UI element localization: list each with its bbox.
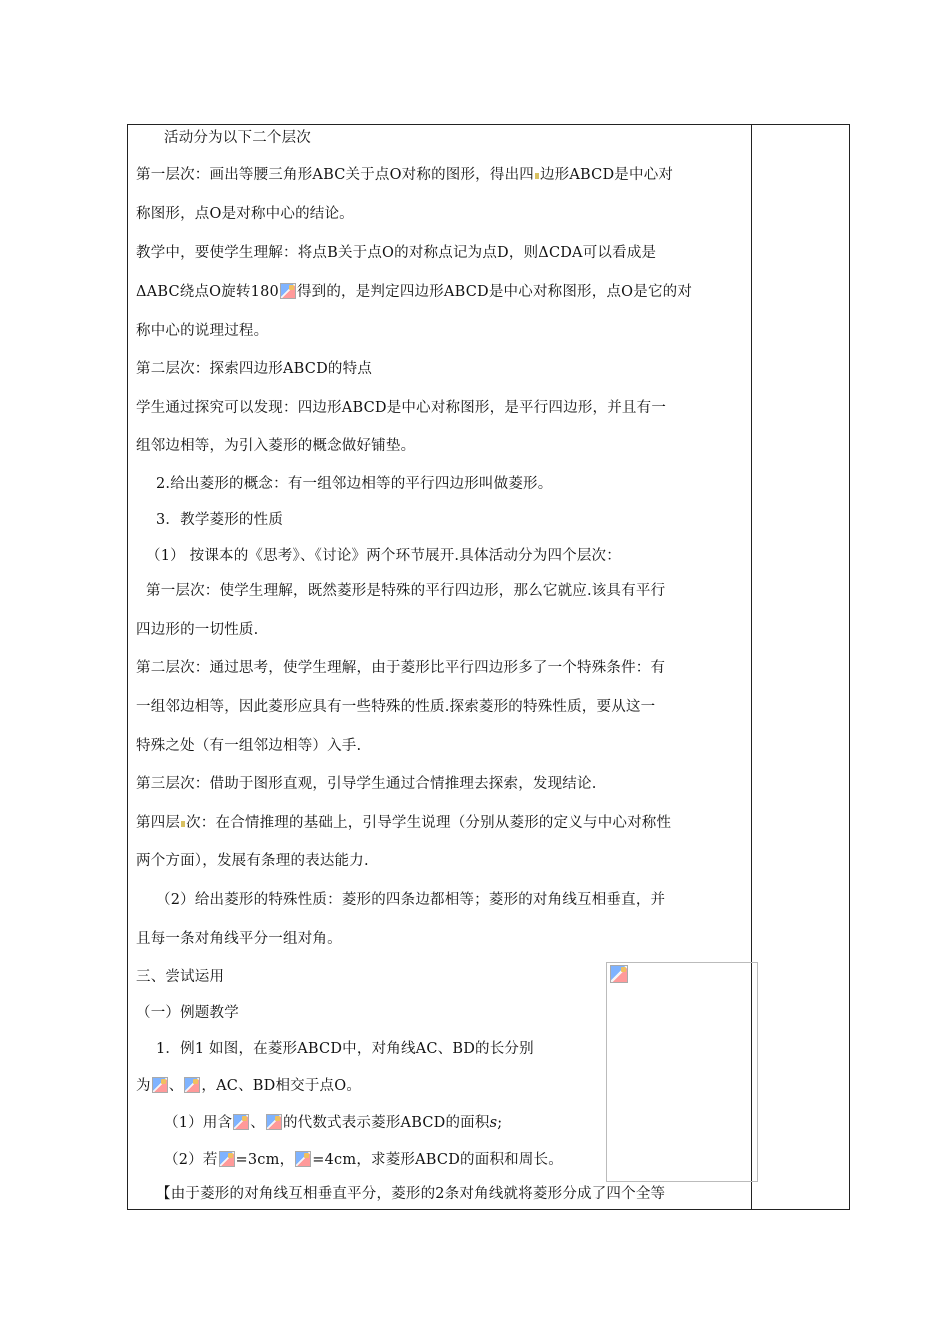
text-line: 学生通过探究可以发现：四边形ABCD是中心对称图形，是平行四边形，并且有一 — [136, 400, 667, 416]
text-line: 为 、 ，AC、BD相交于点O。 — [136, 1078, 362, 1094]
variable-a-image-icon — [152, 1077, 168, 1093]
variable-b-image-icon — [266, 1114, 282, 1130]
text-line: 一组邻边相等，因此菱形应具有一些特殊的性质.探索菱形的特殊性质，要从这一 — [136, 699, 656, 715]
caret-mark-icon — [535, 173, 539, 179]
variable-a-image-icon — [219, 1151, 235, 1167]
variable-a-image-icon — [233, 1114, 249, 1130]
text-line: （1）用含 、 的代数式表示菱形ABCD的面积s; — [164, 1115, 503, 1131]
text-line: （2）给出菱形的特殊性质：菱形的四条边都相等；菱形的对角线互相垂直，并 — [156, 892, 666, 908]
section-heading: 三、尝试运用 — [136, 969, 225, 985]
text-line: 称图形，点O是对称中心的结论。 — [136, 206, 354, 222]
subsection-heading: （一）例题教学 — [136, 1005, 239, 1021]
text-line: 第二层次：探索四边形ABCD的特点 — [136, 361, 373, 377]
variable-b-image-icon — [184, 1077, 200, 1093]
text-line: 特殊之处（有一组邻边相等）入手. — [136, 738, 362, 754]
caret-mark-icon — [181, 821, 185, 827]
text-line: 3．教学菱形的性质 — [156, 512, 284, 528]
text-line: 【由于菱形的对角线互相垂直平分，菱形的2条对角线就将菱形分成了四个全等 — [156, 1186, 666, 1202]
variable-b-image-icon — [295, 1151, 311, 1167]
text-line: 两个方面），发展有条理的表达能力. — [136, 853, 369, 869]
broken-image-icon — [610, 965, 628, 983]
text-line: 且每一条对角线平分一组对角。 — [136, 931, 342, 947]
text-line: 第一层次：使学生理解，既然菱形是特殊的平行四边形，那么它就应.该具有平行 — [146, 583, 666, 599]
text-line: 第四层 次：在合情推理的基础上，引导学生说理（分别从菱形的定义与中心对称性 — [136, 815, 672, 831]
text-line: 称中心的说理过程。 — [136, 323, 269, 339]
text-line: 活动分为以下二个层次 — [164, 130, 311, 146]
text-line: 第三层次：借助于图形直观，引导学生通过合情推理去探索，发现结论. — [136, 776, 597, 792]
degree-formula-image-icon — [280, 283, 296, 299]
text-line: ΔABC绕点O旋转180 得到的，是判定四边形ABCD是中心对称图形，点O是它的对 — [136, 284, 693, 300]
text-line: 四边形的一切性质. — [136, 622, 259, 638]
text-line: 教学中，要使学生理解：将点B关于点O的对称点记为点D，则ΔCDA可以看成是 — [136, 245, 657, 261]
rhombus-figure — [606, 962, 758, 1182]
text-line: 组邻边相等，为引入菱形的概念做好铺垫。 — [136, 438, 416, 454]
text-line: 2.给出菱形的概念：有一组邻边相等的平行四边形叫做菱形。 — [156, 476, 553, 492]
text-line: （2）若 =3cm， =4cm，求菱形ABCD的面积和周长。 — [164, 1152, 563, 1168]
text-line: 第二层次：通过思考，使学生理解，由于菱形比平行四边形多了一个特殊条件：有 — [136, 660, 666, 676]
lesson-table — [127, 124, 850, 1210]
text-line: 1．例1 如图，在菱形ABCD中，对角线AC、BD的长分别 — [156, 1041, 534, 1057]
text-line: （1） 按课本的《思考》、《讨论》两个环节展开.具体活动分为四个层次： — [146, 548, 621, 564]
text-line: 第一层次：画出等腰三角形ABC关于点O对称的图形，得出四 边形ABCD是中心对 — [136, 167, 674, 183]
